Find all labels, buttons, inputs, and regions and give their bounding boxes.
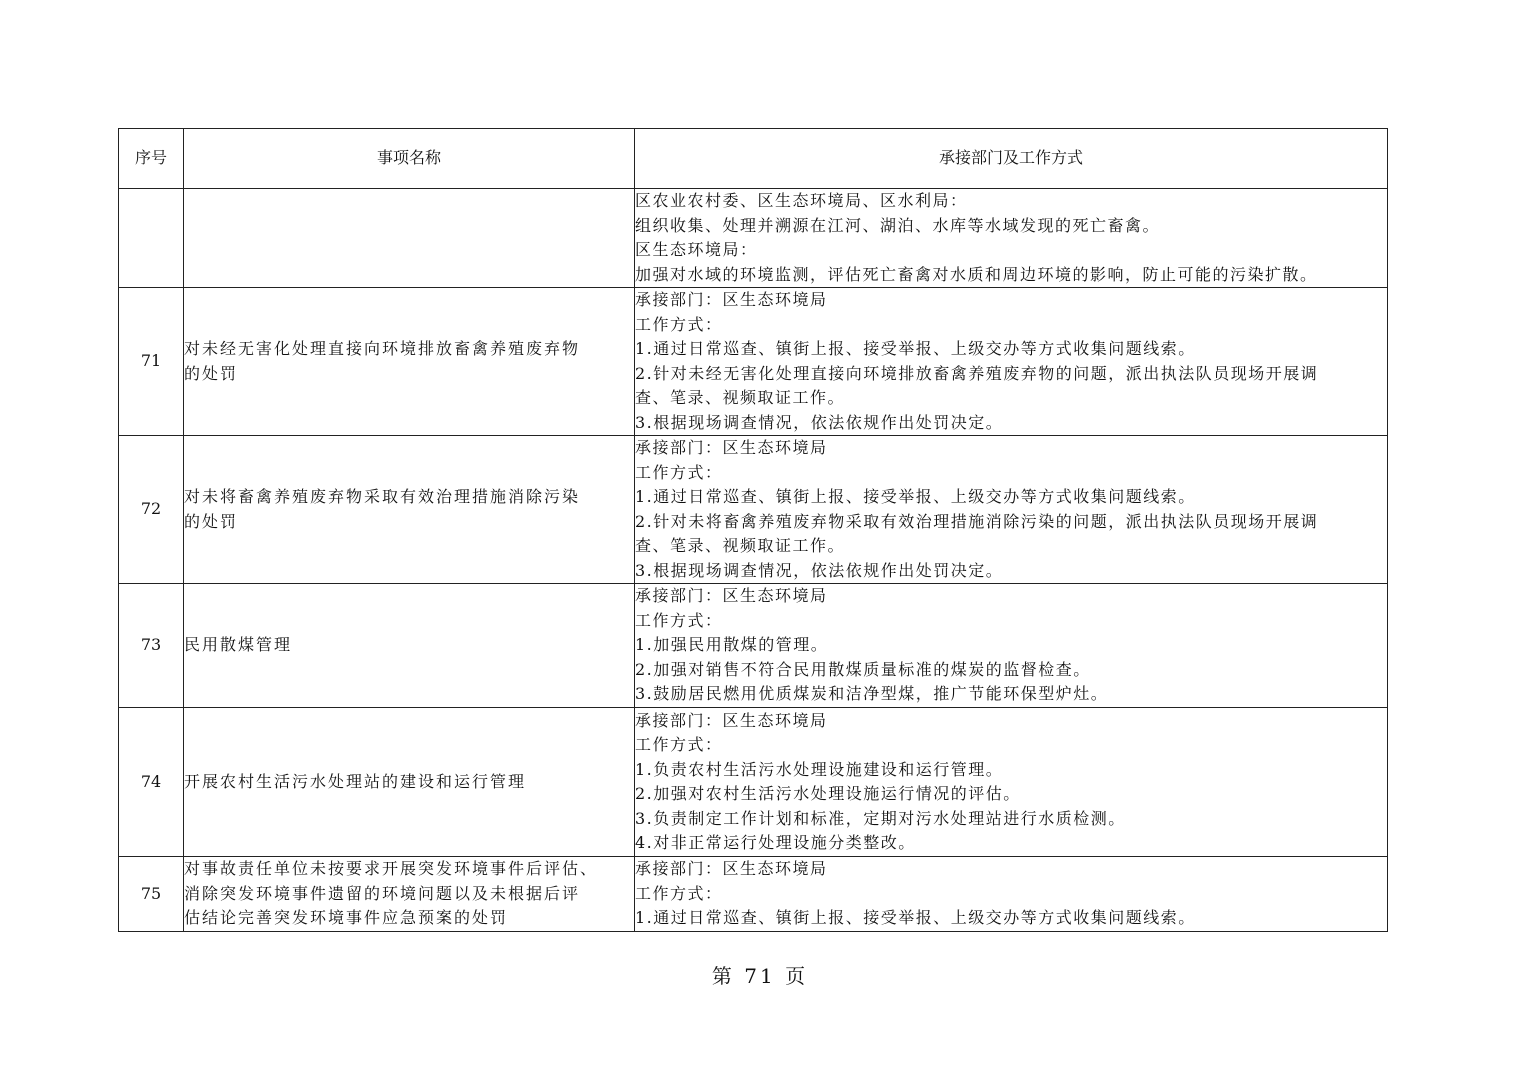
- method-line: 加强对水域的环境监测，评估死亡畜禽对水质和周边环境的影响，防止可能的污染扩散。: [635, 264, 1318, 284]
- method-line: 组织收集、处理并溯源在江河、湖泊、水库等水域发现的死亡畜禽。: [635, 215, 1161, 235]
- table-row: [119, 857, 1388, 932]
- method-line: 3.负责制定工作计划和标准，定期对污水处理站进行水质检测。: [635, 808, 1126, 828]
- row-name: [184, 708, 635, 857]
- table-row: [119, 436, 1388, 584]
- method-line: 工作方式：: [635, 610, 723, 630]
- method-line: 2.针对未经无害化处理直接向环境排放畜禽养殖废弃物的问题，派出执法队员现场开展调: [635, 363, 1319, 383]
- row-name: [184, 288, 635, 436]
- name-line: 估结论完善突发环境事件应急预案的处罚: [184, 908, 509, 928]
- row-method: [635, 857, 1388, 932]
- table-row: [119, 708, 1388, 857]
- method-line: 承接部门：区生态环境局: [635, 859, 828, 879]
- method-line: 查、笔录、视频取证工作。: [635, 536, 846, 555]
- row-method: [635, 189, 1388, 288]
- row-name: [184, 857, 635, 932]
- table-row: [119, 584, 1388, 708]
- table-header-row: [119, 129, 1388, 189]
- name-line: 消除突发环境事件遗留的环境问题以及未根据后评: [184, 883, 581, 903]
- row-method: [635, 436, 1388, 584]
- method-line: 查、笔录、视频取证工作。: [635, 388, 846, 407]
- name-line: 民用散煤管理: [184, 635, 293, 655]
- row-name: [184, 189, 635, 288]
- method-line: 区农业农村委、区生态环境局、区水利局：: [635, 191, 968, 210]
- method-line: 工作方式：: [635, 462, 723, 482]
- name-line: 对未经无害化处理直接向环境排放畜禽养殖废弃物: [184, 339, 581, 358]
- table-row: [119, 288, 1388, 436]
- header-seq: 序号: [119, 129, 184, 189]
- name-line: 的处罚: [184, 363, 239, 383]
- method-line: 区生态环境局：: [635, 240, 758, 259]
- row-seq: 72: [119, 436, 184, 584]
- method-line: 1.加强民用散煤的管理。: [635, 635, 829, 655]
- header-method: 承接部门及工作方式: [635, 129, 1388, 189]
- row-seq: 73: [119, 584, 184, 708]
- row-seq: 74: [119, 708, 184, 857]
- table-row-continuation: [119, 189, 1388, 288]
- items-table: [118, 128, 1388, 932]
- row-method: [635, 584, 1388, 708]
- method-line: 1.通过日常巡查、镇街上报、接受举报、上级交办等方式收集问题线索。: [635, 487, 1196, 506]
- method-line: 2.加强对农村生活污水处理设施运行情况的评估。: [635, 784, 1021, 803]
- method-line: 1.通过日常巡查、镇街上报、接受举报、上级交办等方式收集问题线索。: [635, 908, 1196, 928]
- row-seq: 71: [119, 288, 184, 436]
- method-line: 承接部门：区生态环境局: [635, 438, 828, 457]
- row-seq: [119, 189, 184, 288]
- row-seq: 75: [119, 857, 184, 932]
- row-name: [184, 584, 635, 708]
- page-number: 第 71 页: [711, 964, 809, 988]
- name-line: 的处罚: [184, 511, 239, 531]
- method-line: 承接部门：区生态环境局: [635, 290, 828, 309]
- method-line: 3.根据现场调查情况，依法依规作出处罚决定。: [635, 412, 1004, 432]
- row-method: [635, 708, 1388, 857]
- name-line: 开展农村生活污水处理站的建设和运行管理: [184, 771, 527, 791]
- row-method: [635, 288, 1388, 436]
- method-line: 4.对非正常运行处理设施分类整改。: [635, 833, 916, 852]
- method-line: 3.鼓励居民燃用优质煤炭和洁净型煤，推广节能环保型炉灶。: [635, 684, 1109, 704]
- method-line: 1.通过日常巡查、镇街上报、接受举报、上级交办等方式收集问题线索。: [635, 339, 1196, 358]
- method-line: 1.负责农村生活污水处理设施建设和运行管理。: [635, 759, 1004, 779]
- method-line: 3.根据现场调查情况，依法依规作出处罚决定。: [635, 560, 1004, 580]
- header-name: 事项名称: [184, 129, 635, 189]
- row-name: [184, 436, 635, 584]
- method-line: 工作方式：: [635, 883, 723, 903]
- name-line: 对事故责任单位未按要求开展突发环境事件后评估、: [184, 859, 599, 879]
- name-line: 对未将畜禽养殖废弃物采取有效治理措施消除污染: [184, 487, 581, 506]
- method-line: 2.加强对销售不符合民用散煤质量标准的煤炭的监督检查。: [635, 659, 1091, 679]
- method-line: 2.针对未将畜禽养殖废弃物采取有效治理措施消除污染的问题，派出执法队员现场开展调: [635, 511, 1319, 531]
- method-line: 承接部门：区生态环境局: [635, 586, 828, 606]
- method-line: 工作方式：: [635, 735, 723, 754]
- method-line: 工作方式：: [635, 314, 723, 334]
- method-line: 承接部门：区生态环境局: [635, 710, 828, 730]
